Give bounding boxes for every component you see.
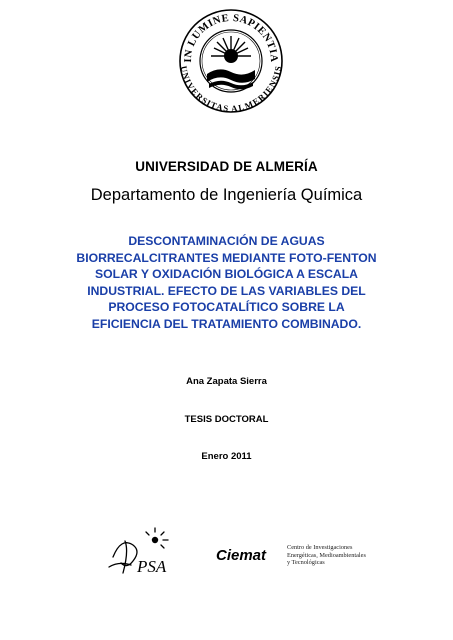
- sun-emblem-icon: [207, 36, 255, 89]
- document-type: TESIS DOCTORAL: [184, 414, 269, 425]
- ciemat-name-line: Energéticas, Medioambientales: [287, 551, 366, 559]
- department-name: Departamento de Ingeniería Química: [90, 186, 363, 204]
- author-name: Ana Zapata Sierra: [186, 376, 267, 387]
- seal-top-text: IN LUMINE SAPIENTIA: [182, 12, 280, 63]
- psa-logo-text: PSA: [137, 557, 167, 576]
- document-date: Enero 2011: [201, 451, 252, 462]
- thesis-title-line: EFICIENCIA DEL TRATAMIENTO COMBINADO.: [91, 316, 362, 331]
- ciemat-name-line: y Tecnológicas: [287, 559, 325, 567]
- university-seal-logo: [178, 8, 284, 114]
- ciemat-name-line: Centro de Investigaciones: [287, 544, 353, 551]
- psa-logo: [103, 527, 179, 577]
- ciemat-logo: [215, 545, 285, 565]
- thesis-title-line: DESCONTAMINACIÓN DE AGUAS: [128, 234, 325, 248]
- ciemat-full-name: [287, 544, 397, 567]
- ciemat-logo-text: Ciemat: [216, 547, 267, 564]
- thesis-title-line: INDUSTRIAL. EFECTO DE LAS VARIABLES DEL: [87, 283, 366, 298]
- thesis-title: [64, 233, 389, 333]
- seal-bottom-text: UNIVERSITAS ALMERIENSIS: [178, 65, 284, 114]
- university-name: UNIVERSIDAD DE ALMERÍA: [135, 159, 318, 174]
- thesis-title-line: SOLAR Y OXIDACIÓN BIOLÓGICA A ESCALA: [95, 267, 358, 282]
- thesis-title-line: PROCESO FOTOCATALÍTICO SOBRE LA: [108, 300, 345, 315]
- thesis-title-line: BIORRECALCITRANTES MEDIANTE FOTO-FENTON: [76, 250, 377, 265]
